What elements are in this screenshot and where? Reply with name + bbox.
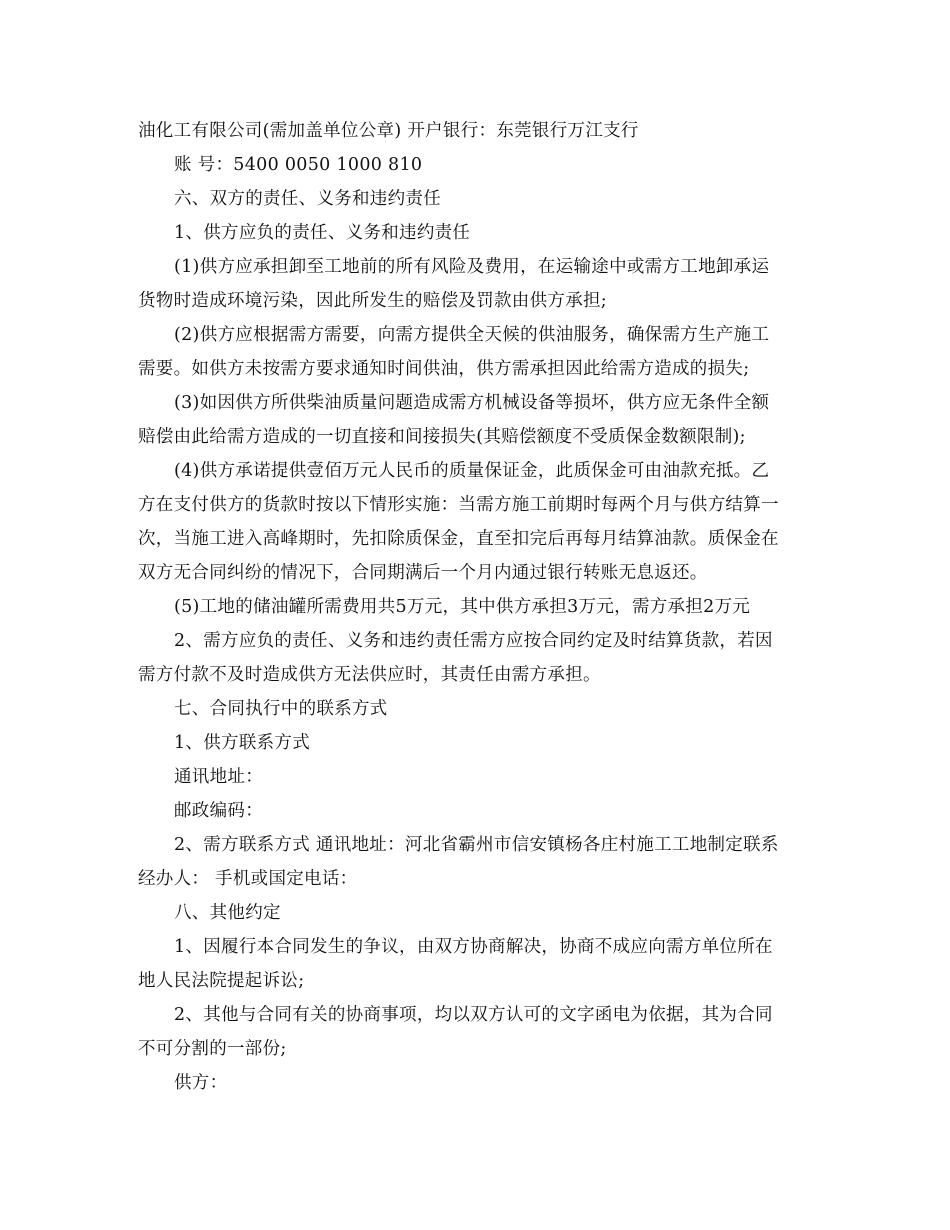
- address-field-label: 通讯地址：: [174, 767, 263, 787]
- text-line: 2、需方联系方式 通讯地址：河北省霸州市信安镇杨各庄村施工工地制定联系: [174, 835, 779, 855]
- text-line: (4)供方承诺提供壹佰万元人民币的质量保证金，此质保金可由油款充抵。乙: [174, 461, 770, 481]
- text-line: (3)如因供方所供柴油质量问题造成需方机械设备等损坏，供方应无条件全额: [174, 393, 770, 413]
- text-line: 赔偿由此给需方造成的一切直接和间接损失(其赔偿额度不受质保金数额限制);: [138, 427, 746, 447]
- text-line: (1)供方应承担卸至工地前的所有风险及费用，在运输途中或需方工地卸承运: [174, 257, 770, 277]
- section-heading: 八、其他约定: [174, 903, 281, 923]
- text-line: (5)工地的储油罐所需费用共5万元，其中供方承担3万元，需方承担2万元: [174, 597, 751, 617]
- supplier-signature-label: 供方：: [174, 1073, 228, 1093]
- text-line: 1、因履行本合同发生的争议，由双方协商解决，协商不成应向需方单位所在: [174, 937, 773, 957]
- postcode-field-label: 邮政编码：: [174, 801, 263, 821]
- contract-text-body: [138, 114, 818, 1100]
- text-line: (2)供方应根据需方需要，向需方提供全天候的供油服务，确保需方生产施工: [174, 325, 770, 345]
- text-line: 油化工有限公司(需加盖单位公章) 开户银行：东莞银行万江支行: [138, 121, 639, 141]
- text-line: 双方无合同纠纷的情况下，合同期满后一个月内通过银行转账无息返还。: [138, 563, 708, 583]
- text-line: 需方付款不及时造成供方无法供应时，其责任由需方承担。: [138, 665, 601, 685]
- section-heading: 七、合同执行中的联系方式: [174, 699, 388, 719]
- text-line: 次，当施工进入高峰期时，先扣除质保金，直至扣完后再每月结算油款。质保金在: [138, 529, 779, 549]
- contact-field-label: 经办人： 手机或国定电话：: [138, 869, 358, 889]
- text-line: 需要。如供方未按需方要求通知时间供油，供方需承担因此给需方造成的损失;: [138, 359, 750, 379]
- section-heading: 六、双方的责任、义务和违约责任: [174, 189, 441, 209]
- text-line: 方在支付供方的货款时按以下情形实施：当需方施工前期时每两个月与供方结算一: [138, 495, 779, 515]
- text-line: 账 号：5400 0050 1000 810: [174, 155, 423, 175]
- subsection-heading: 1、供方联系方式: [174, 733, 311, 753]
- text-line: 货物时造成环境污染，因此所发生的赔偿及罚款由供方承担;: [138, 291, 607, 311]
- text-line: 地人民法院提起诉讼;: [138, 971, 305, 991]
- subsection-heading: 1、供方应负的责任、义务和违约责任: [174, 223, 471, 243]
- text-line: 2、需方应负的责任、义务和违约责任需方应按合同约定及时结算货款，若因: [174, 631, 773, 651]
- text-line: 2、其他与合同有关的协商事项，均以双方认可的文字函电为依据，其为合同: [174, 1005, 773, 1025]
- text-line: 不可分割的一部份;: [138, 1039, 287, 1059]
